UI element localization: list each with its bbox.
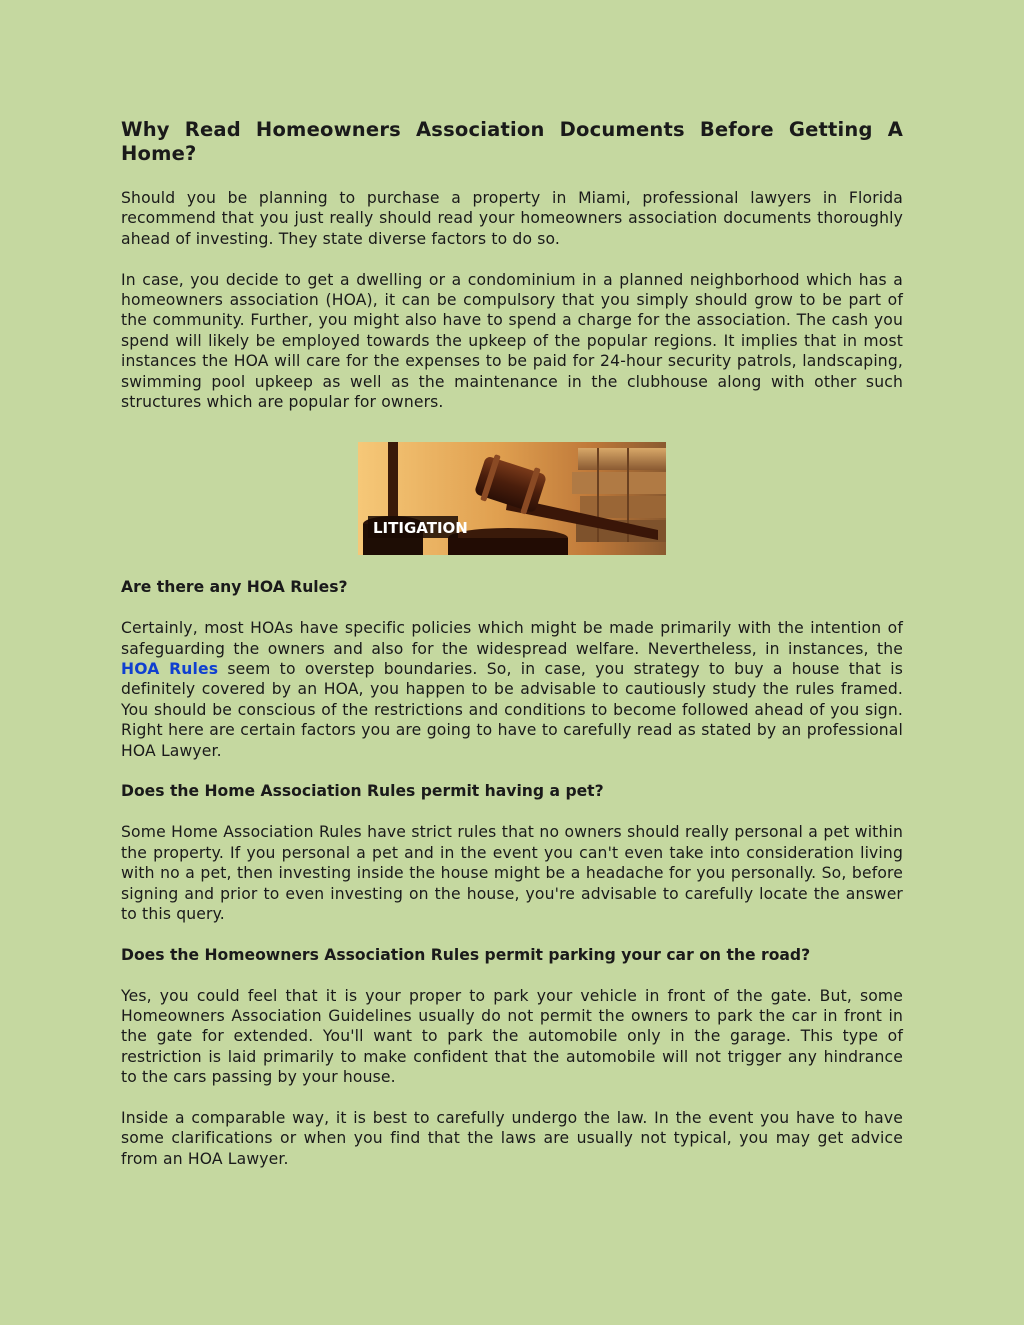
intro-paragraph-2: In case, you decide to get a dwelling or a condominium in a planned neighborhood which has a homeowners association (HOA), it can be compulsory that you simply should grow to be part of the community. Further, you might also have to spend a charge for the association. The cash you spend will likely be employed towards the upkeep of the popular regions. It implies that in most instances the HOA will care for the expenses to be paid for 24-hour security patrols, landscaping, swimming pool upkeep as well as the maintenance in the clubhouse along with other such structures which are popular for owners. [121,270,903,412]
hoa-rules-paragraph [121,618,903,761]
parking-rules-paragraph-1: Yes, you could feel that it is your proper to park your vehicle in front of the gate. But, some Homeowners Association Guidelines usually do not permit the owners to park the car in front in the gate for extended. You'll want to park the automobile only in the garage. This type of restriction is laid primarily to make confident that the automobile will not trigger any hindrance to the cars passing by your house. [121,986,903,1087]
hoa-rules-link[interactable]: HOA Rules [121,660,219,679]
heading-pet-rules: Does the Home Association Rules permit having a pet? [121,782,604,801]
litigation-label: LITIGATION [373,519,468,538]
hoa-rules-text-after: seem to overstep boundaries. So, in case, you strategy to buy a house that is definitely covered by an HOA, you happen to be advisable to cautiously study the rules framed. You should be conscious of the restrictions and conditions to become followed ahead of you sign. Right here are certain factors you are going to have to carefully read as stated by an professional HOA Lawyer. [121,660,903,760]
intro-paragraph-1: Should you be planning to purchase a property in Miami, professional lawyers in Florida recommend that you just really should read your homeowners association documents thoroughly ahead of investing. They state diverse factors to do so. [121,189,903,248]
heading-parking-rules: Does the Homeowners Association Rules permit parking your car on the road? [121,945,811,964]
page-title: Why Read Homeowners Association Documents Before Getting A Home? [121,118,903,165]
hoa-rules-text-before: Certainly, most HOAs have specific policies which might be made primarily with the intention of safeguarding the owners and also for the widespread welfare. Nevertheless, in instances, the [121,619,903,658]
document-page [121,118,903,1169]
heading-hoa-rules: Are there any HOA Rules? [121,578,348,597]
parking-rules-paragraph-2: Inside a comparable way, it is best to carefully undergo the law. In the event you have to have some clarifications or when you find that the laws are usually not typical, you may get advice from an HOA Lawyer. [121,1108,903,1168]
gavel-image [358,442,666,555]
pet-rules-paragraph: Some Home Association Rules have strict rules that no owners should really personal a pet within the property. If you personal a pet and in the event you can't even take into consideration living with no a pet, then investing inside the house might be a headache for you personally. So, before signing and prior to even investing on the house, you're advisable to carefully locate the answer to this query. [121,823,903,923]
